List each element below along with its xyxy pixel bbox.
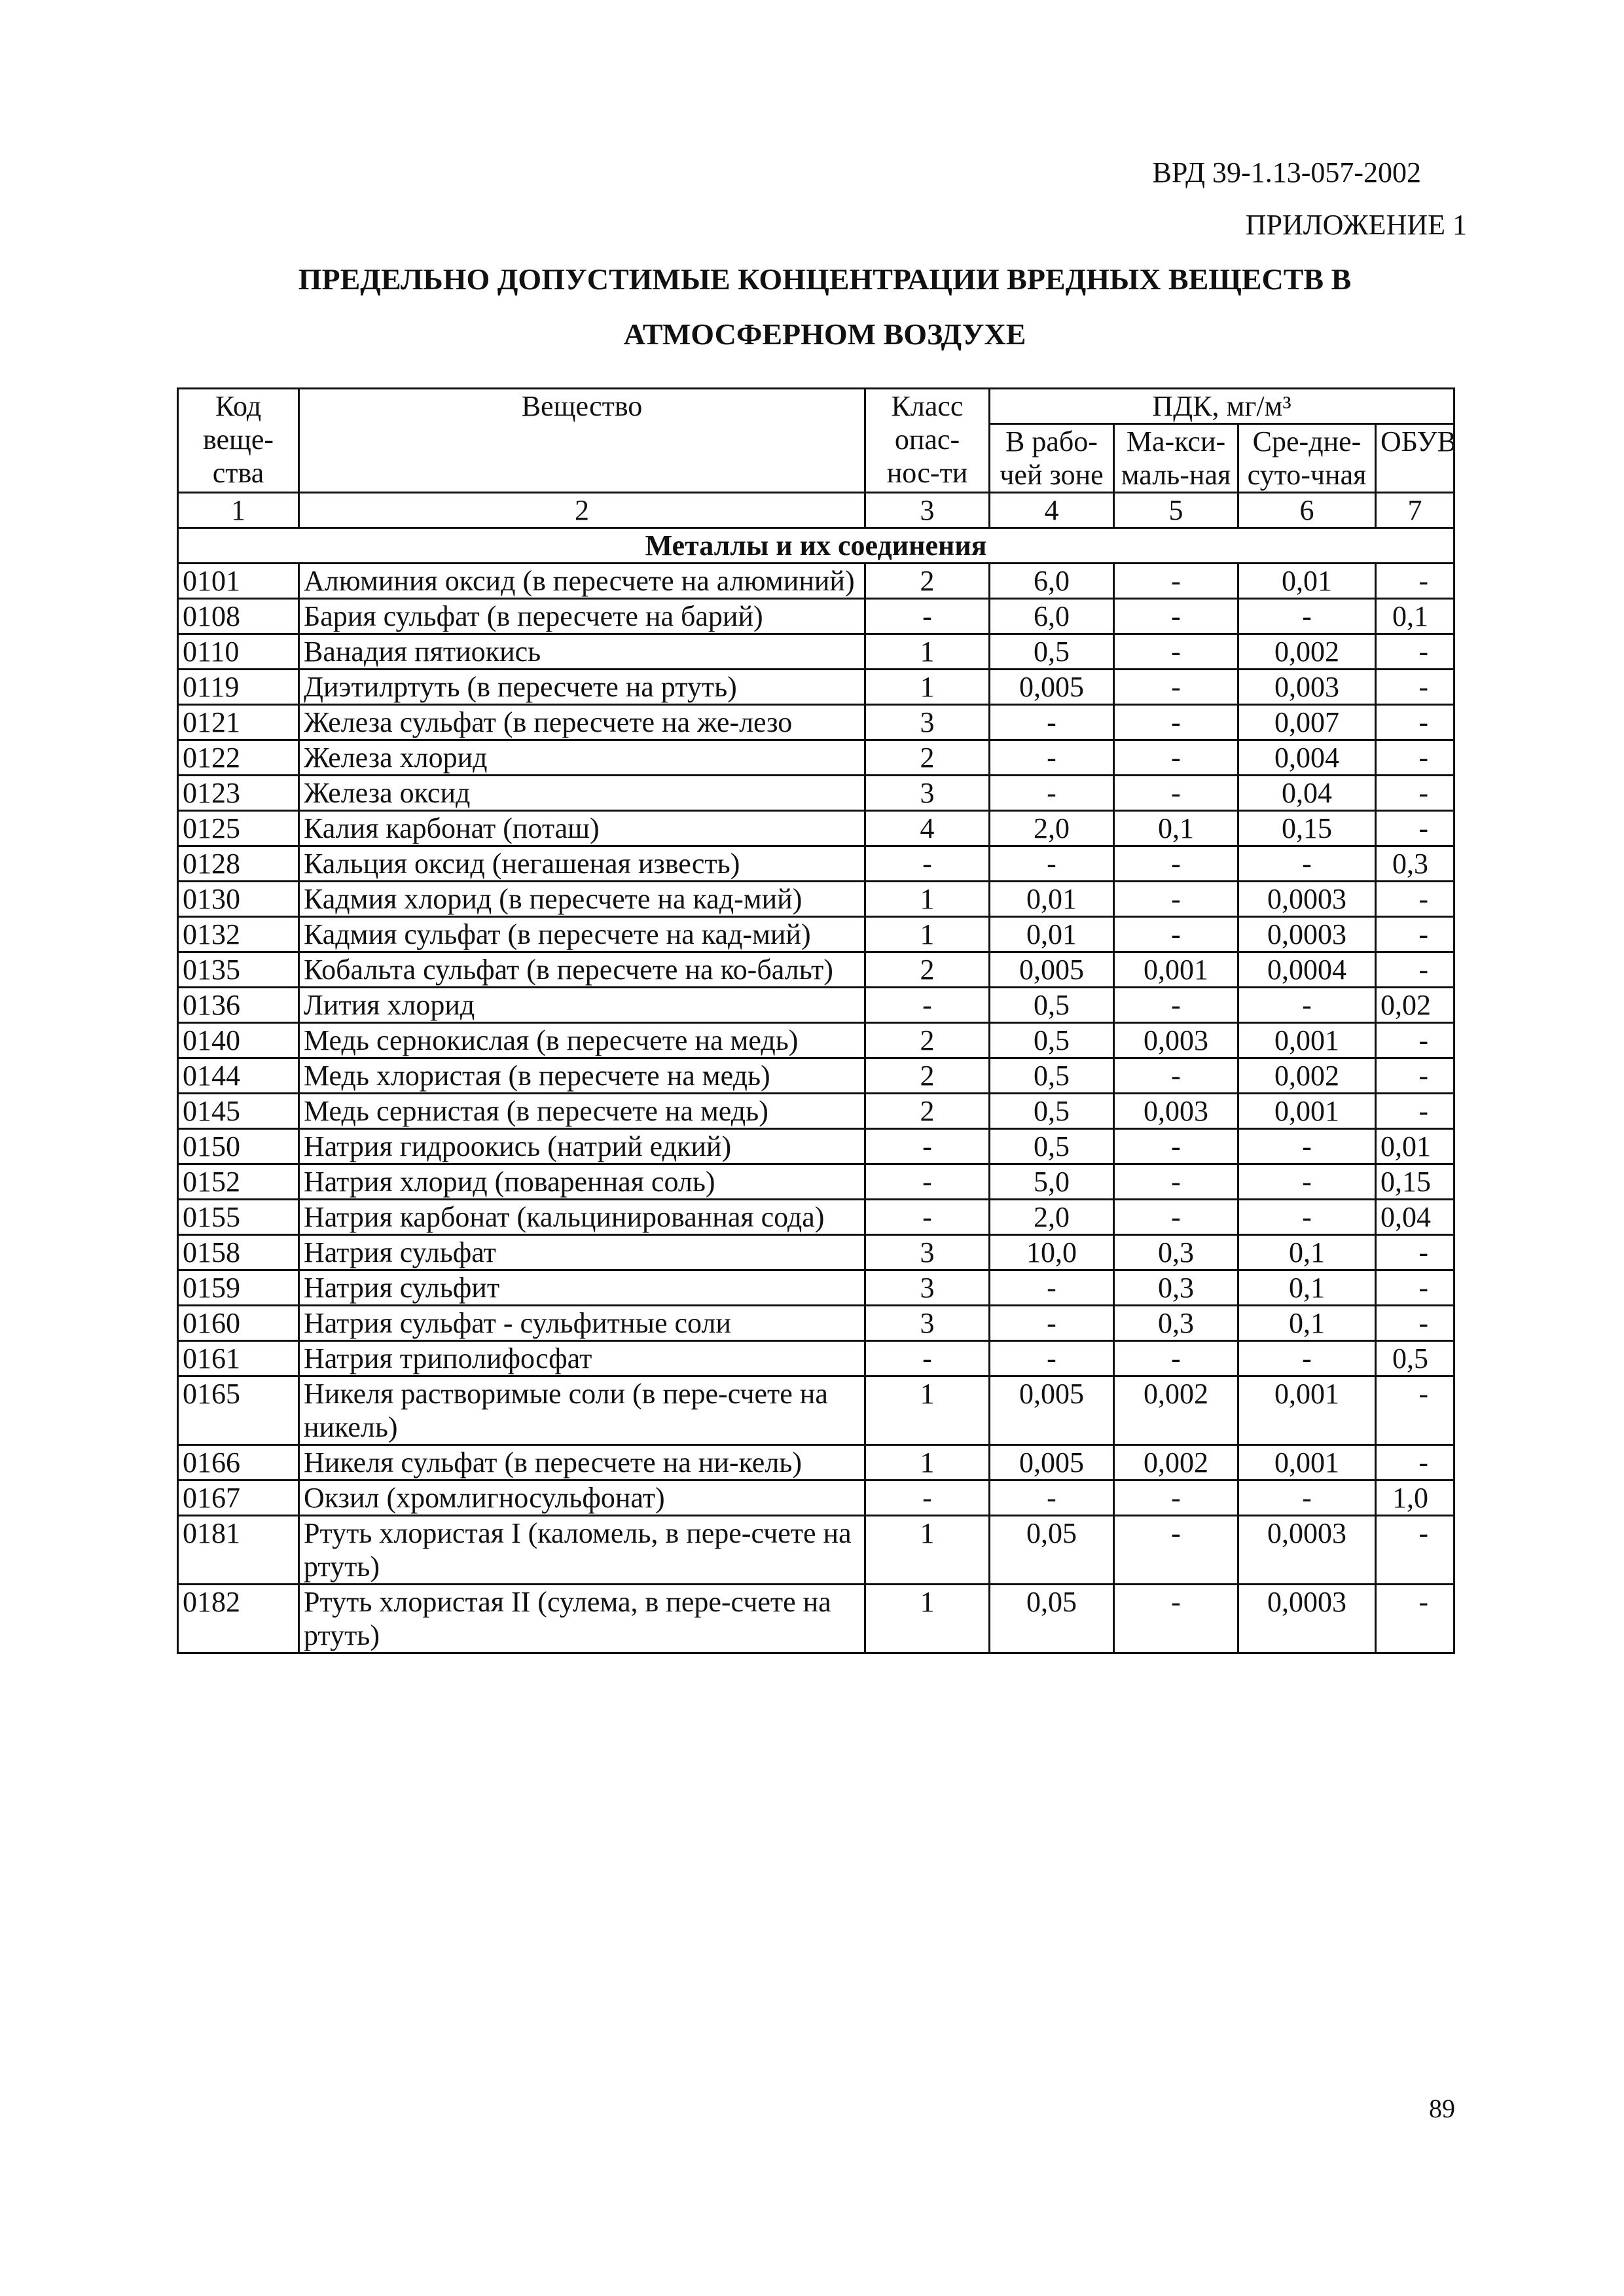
substance-name: Никеля сульфат (в пересчете на ни-кель) (299, 1445, 865, 1480)
pdk-daily-avg: - (1238, 1480, 1376, 1516)
hazard-class: 2 (865, 952, 990, 988)
pdk-max: - (1114, 882, 1238, 917)
header-work-zone: В рабо-чей зоне (990, 424, 1114, 493)
substance-code: 0145 (178, 1094, 299, 1129)
pdk-max: - (1114, 705, 1238, 740)
table-row (178, 1341, 1454, 1376)
pdk-work-zone: 0,5 (990, 1129, 1114, 1164)
substance-code: 0101 (178, 564, 299, 599)
table-row (178, 670, 1454, 705)
column-number: 2 (299, 493, 865, 528)
pdk-work-zone: - (990, 1306, 1114, 1341)
pdk-daily-avg: - (1238, 1164, 1376, 1200)
table-row (178, 1200, 1454, 1235)
pdk-max: - (1114, 670, 1238, 705)
substance-name: Натрия карбонат (кальцинированная сода) (299, 1200, 865, 1235)
column-number-row (178, 493, 1454, 528)
substance-code: 0110 (178, 634, 299, 670)
pdk-max: 0,3 (1114, 1235, 1238, 1270)
obuv-value: - (1376, 1023, 1454, 1058)
obuv-value: - (1376, 1306, 1454, 1341)
substance-code: 0122 (178, 740, 299, 776)
pdk-daily-avg: 0,0003 (1238, 882, 1376, 917)
obuv-value: - (1376, 1445, 1454, 1480)
pdk-daily-avg: 0,0003 (1238, 1585, 1376, 1653)
hazard-class: - (865, 599, 990, 634)
header-pdk: ПДК, мг/м³ (990, 389, 1454, 424)
pdk-max: - (1114, 1058, 1238, 1094)
pdk-max: - (1114, 740, 1238, 776)
obuv-value: 0,1 (1376, 599, 1454, 634)
substance-code: 0159 (178, 1270, 299, 1306)
pdk-daily-avg: 0,001 (1238, 1376, 1376, 1445)
substance-name: Калия карбонат (поташ) (299, 811, 865, 846)
obuv-value: - (1376, 882, 1454, 917)
pdk-max: 0,1 (1114, 811, 1238, 846)
hazard-class: - (865, 846, 990, 882)
substance-code: 0135 (178, 952, 299, 988)
pdk-work-zone: 10,0 (990, 1235, 1114, 1270)
document-code: ВРД 39-1.13-057-2002 (1152, 156, 1421, 188)
pdk-daily-avg: 0,15 (1238, 811, 1376, 846)
obuv-value: - (1376, 740, 1454, 776)
pdk-daily-avg: 0,0003 (1238, 1516, 1376, 1585)
pdk-daily-avg: - (1238, 1341, 1376, 1376)
page-number: 89 (1429, 2094, 1455, 2123)
pdk-daily-avg: 0,003 (1238, 670, 1376, 705)
table-row (178, 564, 1454, 599)
obuv-value: - (1376, 564, 1454, 599)
pdk-daily-avg: 0,004 (1238, 740, 1376, 776)
table-row (178, 1516, 1454, 1585)
pdk-daily-avg: 0,1 (1238, 1270, 1376, 1306)
column-number: 4 (990, 493, 1114, 528)
obuv-value: 0,01 (1376, 1129, 1454, 1164)
obuv-value: 0,02 (1376, 988, 1454, 1023)
column-number: 7 (1376, 493, 1454, 528)
pdk-work-zone: - (990, 1270, 1114, 1306)
hazard-class: 1 (865, 670, 990, 705)
substance-code: 0165 (178, 1376, 299, 1445)
hazard-class: 3 (865, 705, 990, 740)
obuv-value: - (1376, 952, 1454, 988)
pdk-max: - (1114, 988, 1238, 1023)
hazard-class: 2 (865, 1058, 990, 1094)
pdk-max: - (1114, 1585, 1238, 1653)
hazard-class: - (865, 1480, 990, 1516)
substance-code: 0128 (178, 846, 299, 882)
hazard-class: - (865, 1200, 990, 1235)
substance-code: 0123 (178, 776, 299, 811)
table-row (178, 634, 1454, 670)
pdk-daily-avg: 0,1 (1238, 1306, 1376, 1341)
substance-name: Кадмия сульфат (в пересчете на кад-мий) (299, 917, 865, 952)
obuv-value: - (1376, 705, 1454, 740)
obuv-value: 1,0 (1376, 1480, 1454, 1516)
substance-code: 0155 (178, 1200, 299, 1235)
table-row (178, 882, 1454, 917)
hazard-class: 1 (865, 1376, 990, 1445)
pdk-daily-avg: 0,001 (1238, 1445, 1376, 1480)
pdk-work-zone: 0,5 (990, 1023, 1114, 1058)
substance-name: Бария сульфат (в пересчете на барий) (299, 599, 865, 634)
pdk-work-zone: - (990, 1480, 1114, 1516)
obuv-value: - (1376, 670, 1454, 705)
substance-name: Натрия гидроокись (натрий едкий) (299, 1129, 865, 1164)
pdk-max: - (1114, 1341, 1238, 1376)
appendix-label: ПРИЛОЖЕНИЕ 1 (1245, 209, 1467, 241)
substance-name: Алюминия оксид (в пересчете на алюминий) (299, 564, 865, 599)
substance-name: Кальция оксид (негашеная известь) (299, 846, 865, 882)
hazard-class: 2 (865, 740, 990, 776)
pdk-max: 0,003 (1114, 1023, 1238, 1058)
pdk-work-zone: - (990, 740, 1114, 776)
pdk-work-zone: 0,5 (990, 1058, 1114, 1094)
table-row (178, 1235, 1454, 1270)
substance-code: 0152 (178, 1164, 299, 1200)
pdk-work-zone: 0,005 (990, 1445, 1114, 1480)
hazard-class: 1 (865, 1516, 990, 1585)
pdk-work-zone: - (990, 1341, 1114, 1376)
pdk-work-zone: - (990, 705, 1114, 740)
obuv-value: 0,15 (1376, 1164, 1454, 1200)
table-row (178, 705, 1454, 740)
header-max: Ма-кси-маль-ная (1114, 424, 1238, 493)
substance-name: Окзил (хромлигносульфонат) (299, 1480, 865, 1516)
pdk-daily-avg: - (1238, 1200, 1376, 1235)
table-row (178, 988, 1454, 1023)
pdk-max: - (1114, 846, 1238, 882)
substance-code: 0158 (178, 1235, 299, 1270)
hazard-class: 3 (865, 1306, 990, 1341)
table-row (178, 846, 1454, 882)
substance-name: Железа сульфат (в пересчете на же-лезо (299, 705, 865, 740)
pdk-max: - (1114, 1200, 1238, 1235)
title-line: АТМОСФЕРНОМ ВОЗДУХЕ (623, 317, 1026, 351)
table-row (178, 1023, 1454, 1058)
table-row (178, 1094, 1454, 1129)
substance-name: Диэтилртуть (в пересчете на ртуть) (299, 670, 865, 705)
obuv-value: - (1376, 1058, 1454, 1094)
pdk-daily-avg: 0,007 (1238, 705, 1376, 740)
hazard-class: 3 (865, 1270, 990, 1306)
pdk-max: 0,001 (1114, 952, 1238, 988)
substance-name: Кадмия хлорид (в пересчете на кад-мий) (299, 882, 865, 917)
substance-code: 0136 (178, 988, 299, 1023)
header-substance: Вещество (299, 389, 865, 493)
substance-code: 0160 (178, 1306, 299, 1341)
substance-name: Лития хлорид (299, 988, 865, 1023)
obuv-value: 0,5 (1376, 1341, 1454, 1376)
obuv-value: - (1376, 811, 1454, 846)
substance-code: 0140 (178, 1023, 299, 1058)
hazard-class: 1 (865, 1585, 990, 1653)
header-hazard-class: Класс опас-нос-ти (865, 389, 990, 493)
pdk-max: 0,3 (1114, 1306, 1238, 1341)
pdk-max: - (1114, 1480, 1238, 1516)
pdk-work-zone: 0,005 (990, 670, 1114, 705)
substance-code: 0144 (178, 1058, 299, 1094)
substance-code: 0121 (178, 705, 299, 740)
hazard-class: 2 (865, 1023, 990, 1058)
pdk-work-zone: 5,0 (990, 1164, 1114, 1200)
pdk-work-zone: 0,005 (990, 1376, 1114, 1445)
obuv-value: - (1376, 634, 1454, 670)
pdk-work-zone: 0,5 (990, 988, 1114, 1023)
pdk-daily-avg: 0,0003 (1238, 917, 1376, 952)
obuv-value: 0,3 (1376, 846, 1454, 882)
pdk-daily-avg: 0,001 (1238, 1094, 1376, 1129)
obuv-value: - (1376, 1516, 1454, 1585)
column-number: 5 (1114, 493, 1238, 528)
substance-code: 0181 (178, 1516, 299, 1585)
pdk-work-zone: 0,5 (990, 634, 1114, 670)
pdk-work-zone: 0,05 (990, 1585, 1114, 1653)
table-row (178, 599, 1454, 634)
substance-code: 0166 (178, 1445, 299, 1480)
pdk-work-zone: - (990, 846, 1114, 882)
obuv-value: - (1376, 917, 1454, 952)
pdk-work-zone: 0,01 (990, 882, 1114, 917)
table-row (178, 1585, 1454, 1653)
substance-code: 0130 (178, 882, 299, 917)
pdk-daily-avg: 0,01 (1238, 564, 1376, 599)
pdk-work-zone: 0,005 (990, 952, 1114, 988)
table-row (178, 1306, 1454, 1341)
obuv-value: - (1376, 1094, 1454, 1129)
column-number: 1 (178, 493, 299, 528)
pdk-work-zone: 0,05 (990, 1516, 1114, 1585)
hazard-class: 1 (865, 882, 990, 917)
pdk-max: - (1114, 634, 1238, 670)
hazard-class: - (865, 1341, 990, 1376)
title-line: ПРЕДЕЛЬНО ДОПУСТИМЫЕ КОНЦЕНТРАЦИИ ВРЕДНЫХ ВЕЩЕСТВ В (298, 262, 1352, 296)
table-row (178, 1058, 1454, 1094)
obuv-value: 0,04 (1376, 1200, 1454, 1235)
substance-name: Ванадия пятиокись (299, 634, 865, 670)
substance-code: 0150 (178, 1129, 299, 1164)
hazard-class: 2 (865, 1094, 990, 1129)
hazard-class: 1 (865, 917, 990, 952)
hazard-class: - (865, 1164, 990, 1200)
substance-code: 0132 (178, 917, 299, 952)
table-row (178, 776, 1454, 811)
obuv-value: - (1376, 1376, 1454, 1445)
hazard-class: - (865, 988, 990, 1023)
substance-name: Никеля растворимые соли (в пере-счете на никель) (299, 1376, 865, 1445)
pdk-daily-avg: 0,001 (1238, 1023, 1376, 1058)
substance-name: Ртуть хлористая II (сулема, в пере-счете на ртуть) (299, 1585, 865, 1653)
pdk-max: - (1114, 776, 1238, 811)
pdk-daily-avg: 0,1 (1238, 1235, 1376, 1270)
pdk-max: - (1114, 564, 1238, 599)
obuv-value: - (1376, 1585, 1454, 1653)
header-daily-avg: Сре-дне-суто-чная (1238, 424, 1376, 493)
table-row (178, 952, 1454, 988)
obuv-value: - (1376, 1270, 1454, 1306)
pdk-max: 0,002 (1114, 1445, 1238, 1480)
section-title: Металлы и их соединения (178, 528, 1454, 564)
pdk-daily-avg: - (1238, 846, 1376, 882)
pdk-daily-avg: 0,04 (1238, 776, 1376, 811)
table-row (178, 917, 1454, 952)
pdk-work-zone: 6,0 (990, 599, 1114, 634)
table-row (178, 811, 1454, 846)
page-title (157, 252, 1492, 362)
obuv-value: - (1376, 776, 1454, 811)
pdk-work-zone: 2,0 (990, 811, 1114, 846)
pdk-daily-avg: - (1238, 988, 1376, 1023)
hazard-class: 1 (865, 634, 990, 670)
pdk-table (177, 387, 1455, 1654)
pdk-work-zone: 0,5 (990, 1094, 1114, 1129)
pdk-max: - (1114, 599, 1238, 634)
table-row (178, 1164, 1454, 1200)
hazard-class: 3 (865, 776, 990, 811)
substance-code: 0182 (178, 1585, 299, 1653)
substance-name: Кобальта сульфат (в пересчете на ко-бальт) (299, 952, 865, 988)
substance-name: Медь хлористая (в пересчете на медь) (299, 1058, 865, 1094)
hazard-class: 1 (865, 1445, 990, 1480)
pdk-daily-avg: - (1238, 1129, 1376, 1164)
substance-code: 0161 (178, 1341, 299, 1376)
header-code: Код веще-ства (178, 389, 299, 493)
pdk-work-zone: - (990, 776, 1114, 811)
substance-name: Натрия сульфат - сульфитные соли (299, 1306, 865, 1341)
table-row (178, 1445, 1454, 1480)
substance-name: Железа оксид (299, 776, 865, 811)
hazard-class: 4 (865, 811, 990, 846)
pdk-max: - (1114, 1516, 1238, 1585)
table-row (178, 1270, 1454, 1306)
hazard-class: - (865, 1129, 990, 1164)
pdk-max: 0,002 (1114, 1376, 1238, 1445)
header-obuv: ОБУВ (1376, 424, 1454, 493)
substance-name: Натрия триполифосфат (299, 1341, 865, 1376)
pdk-daily-avg: 0,0004 (1238, 952, 1376, 988)
substance-name: Ртуть хлористая I (каломель, в пере-счете на ртуть) (299, 1516, 865, 1585)
pdk-daily-avg: 0,002 (1238, 1058, 1376, 1094)
substance-name: Железа хлорид (299, 740, 865, 776)
column-number: 6 (1238, 493, 1376, 528)
pdk-work-zone: 6,0 (990, 564, 1114, 599)
column-number: 3 (865, 493, 990, 528)
pdk-max: - (1114, 1129, 1238, 1164)
substance-code: 0167 (178, 1480, 299, 1516)
hazard-class: 2 (865, 564, 990, 599)
pdk-work-zone: 0,01 (990, 917, 1114, 952)
substance-code: 0108 (178, 599, 299, 634)
table-row (178, 740, 1454, 776)
pdk-max: 0,003 (1114, 1094, 1238, 1129)
substance-name: Медь сернокислая (в пересчете на медь) (299, 1023, 865, 1058)
pdk-daily-avg: - (1238, 599, 1376, 634)
pdk-max: - (1114, 1164, 1238, 1200)
substance-name: Натрия сульфат (299, 1235, 865, 1270)
section-header-row (178, 528, 1454, 564)
substance-code: 0125 (178, 811, 299, 846)
pdk-work-zone: 2,0 (990, 1200, 1114, 1235)
substance-name: Медь сернистая (в пересчете на медь) (299, 1094, 865, 1129)
substance-name: Натрия сульфит (299, 1270, 865, 1306)
pdk-daily-avg: 0,002 (1238, 634, 1376, 670)
pdk-max: 0,3 (1114, 1270, 1238, 1306)
pdk-max: - (1114, 917, 1238, 952)
table-row (178, 1129, 1454, 1164)
hazard-class: 3 (865, 1235, 990, 1270)
table-row (178, 1376, 1454, 1445)
table-row (178, 1480, 1454, 1516)
obuv-value: - (1376, 1235, 1454, 1270)
substance-name: Натрия хлорид (поваренная соль) (299, 1164, 865, 1200)
substance-code: 0119 (178, 670, 299, 705)
